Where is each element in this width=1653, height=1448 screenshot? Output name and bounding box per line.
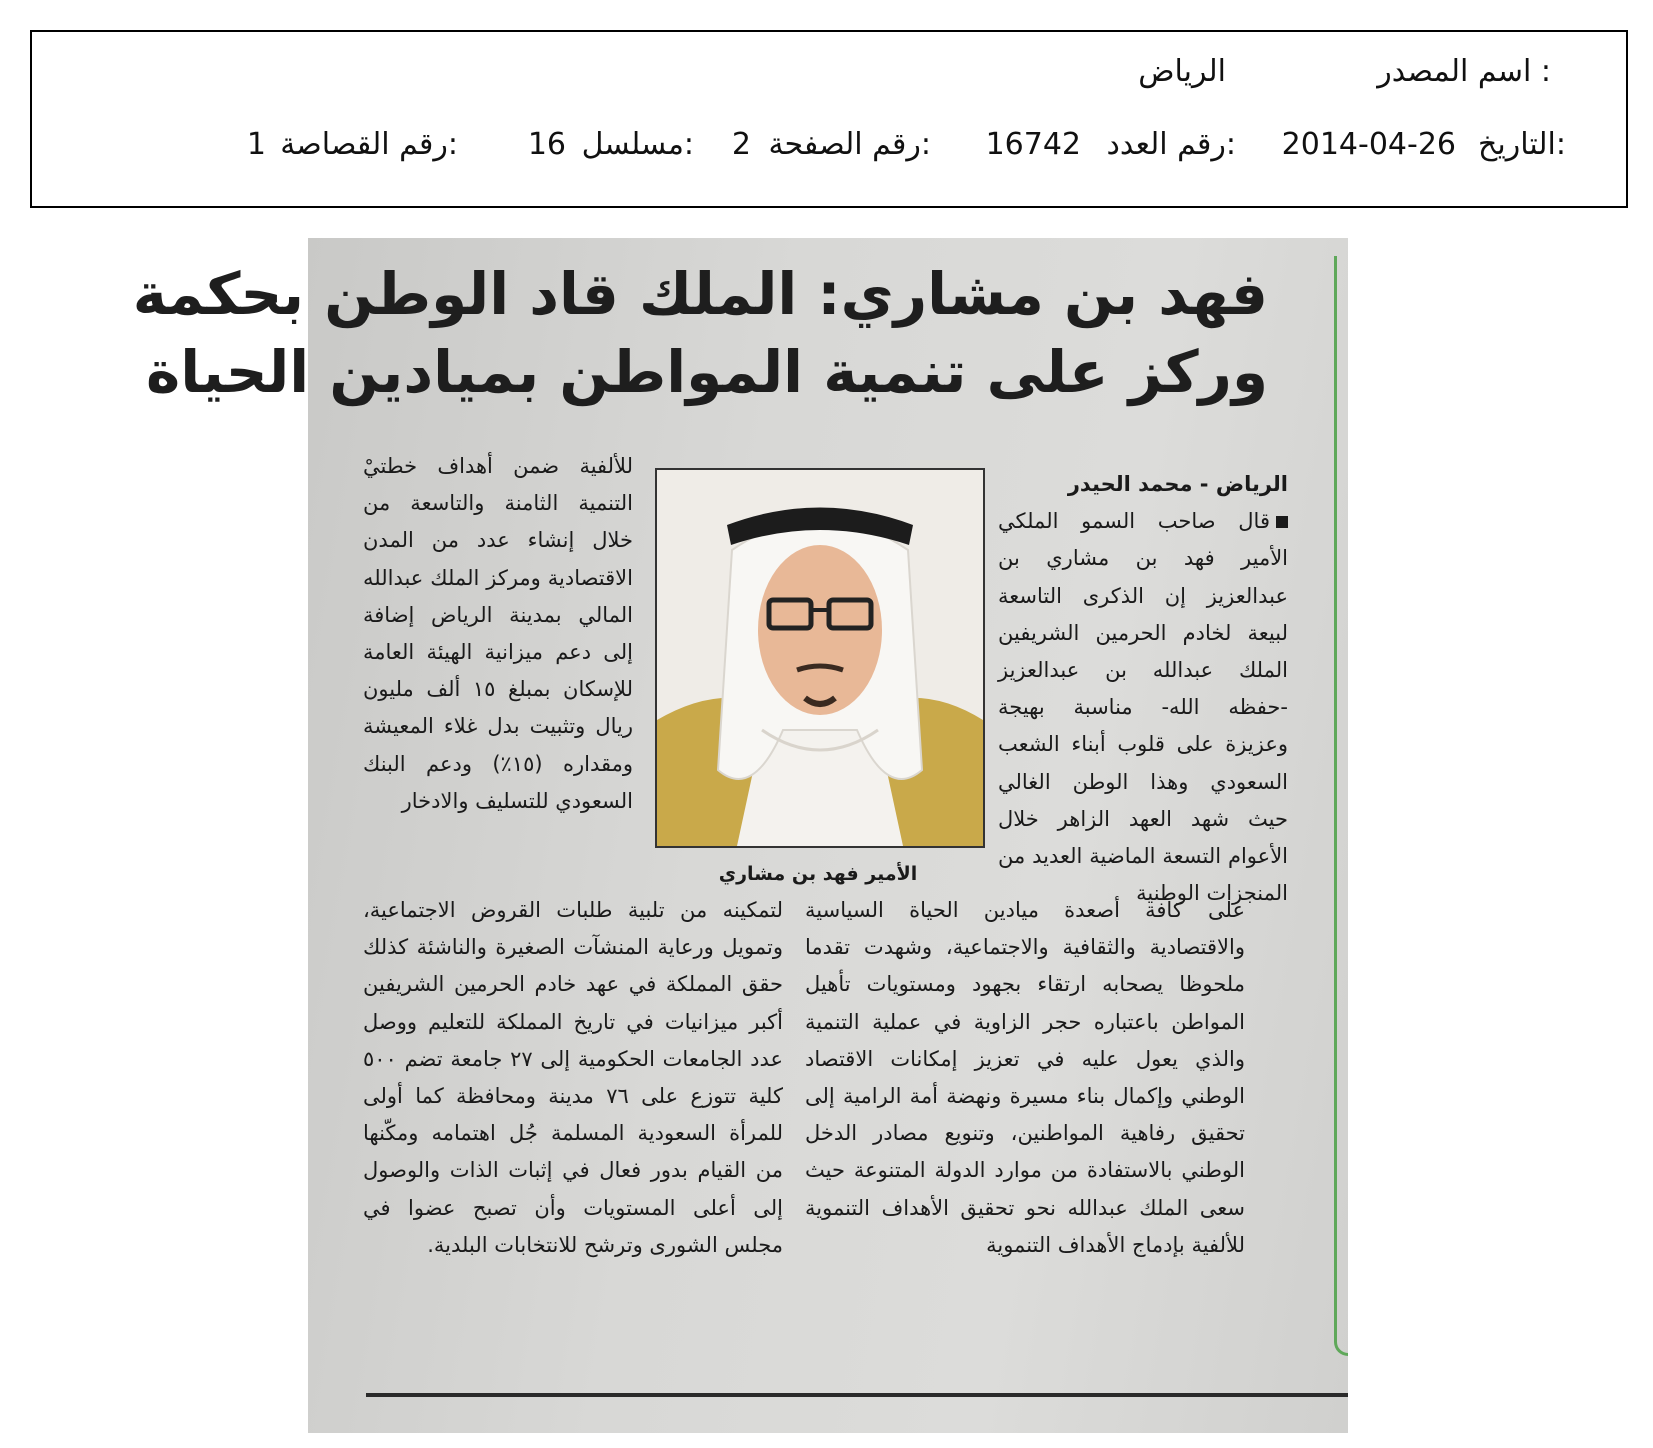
- article-column-right: [998, 466, 1288, 912]
- column-right-text: قال صاحب السمو الملكي الأمير فهد بن مشاري بن عبدالعزيز إن الذكرى التاسعة لبيعة لخادم الحرمين الشريفين الملك عبدالله بن عبدالعزيز -حفظه الله- مناسبة بهيجة وعزيزة على قلوب أبناء الشعب السعودي وهذا الوطن الغالي حيث شهد العهد الزاهر خلال الأعوام التسعة الماضية العديد من المنجزات الوطنية: [998, 509, 1288, 906]
- newspaper-clipping-image: [132, 238, 1348, 1433]
- column-bottom-left-text: لتمكينه من تلبية طلبات القروض الاجتماعية، وتمويل ورعاية المنشآت الصغيرة والناشئة كذلك حقق المملكة في عهد خادم الحرمين الشريفين أكبر ميزانيات في تاريخ المملكة للتعليم ووصل عدد الجامعات الحكومية إلى ٢٧ جامعة تضم ٥٠٠ كلية تتوزع على ٧٦ مدينة ومحافظة كما أولى للمرأة السعودية المسلمة جُل اهتمامه ومكّنها من القيام بدور فعال في إثبات الذات والوصول إلى أعلى المستويات وأن تصبح عضوا في مجلس الشورى وترشح للانتخابات البلدية.: [363, 898, 784, 1257]
- prince-portrait-photo: [655, 468, 985, 848]
- green-border-rule: [1334, 256, 1348, 1356]
- date-label: التاريخ:: [1478, 127, 1566, 162]
- byline: الرياض - محمد الحيدر: [1067, 472, 1288, 496]
- headline-line-1: فهد بن مشاري: الملك قاد الوطن بحكمة: [132, 260, 1268, 328]
- bullet-icon: [1276, 516, 1288, 528]
- clip-label: رقم القصاصة:: [280, 127, 458, 162]
- column-bottom-right-text: على كافة أصعدة ميادين الحياة السياسية والاقتصادية والثقافية والاجتماعية، وشهدت تقدما ملحوظا يصحابه ارتقاء بجهود ومستويات تأهيل المواطن باعتباره حجر الزاوية في عملية التنمية والذي يعول عليه في تعزيز إمكانات الاقتصاد الوطني وإكمال بناء مسيرة ونهضة أمة الرامية إلى تحقيق رفاهية المواطنين، وتنويع مصادر الدخل الوطني بالاستفادة من موارد الدولة المتنوعة حيث سعى الملك عبدالله نحو تحقيق الأهداف التنموية للألفية بإدماج الأهداف التنموية: [805, 898, 1245, 1257]
- article-column-bottom-right: [805, 892, 1245, 1264]
- issue-value: 16742: [985, 127, 1081, 162]
- clipping-metadata-box: [30, 30, 1628, 208]
- photo-caption: الأمير فهد بن مشاري: [718, 863, 918, 885]
- serial-value: 16: [527, 127, 566, 162]
- article-column-bottom-left: [363, 892, 783, 1264]
- source-value: الرياض: [1138, 54, 1226, 89]
- article-column-left: [363, 448, 633, 820]
- issue-label: رقم العدد:: [1106, 127, 1236, 162]
- portrait-illustration: [657, 470, 983, 846]
- page-label: رقم الصفحة:: [768, 127, 931, 162]
- date-value: 2014-04-26: [1281, 127, 1456, 162]
- clip-value: 1: [246, 127, 266, 162]
- headline-line-2: وركز على تنمية المواطن بميادين الحياة: [146, 338, 1268, 406]
- source-label: اسم المصدر :: [1377, 54, 1551, 89]
- column-left-text: للألفية ضمن أهداف خطتيْ التنمية الثامنة والتاسعة من خلال إنشاء عدد من المدن الاقتصادية ومركز الملك عبدالله المالي بمدينة الرياض إضافة إلى دعم ميزانية الهيئة العامة للإسكان بمبلغ ١٥ ألف مليون ريال وتثبيت بدل غلاء المعيشة ومقداره (١٥٪) ودعم البنك السعودي للتسليف والادخار: [363, 454, 633, 813]
- page-value: 2: [731, 127, 751, 162]
- bottom-divider: [366, 1393, 1348, 1397]
- serial-label: مسلسل:: [581, 127, 694, 162]
